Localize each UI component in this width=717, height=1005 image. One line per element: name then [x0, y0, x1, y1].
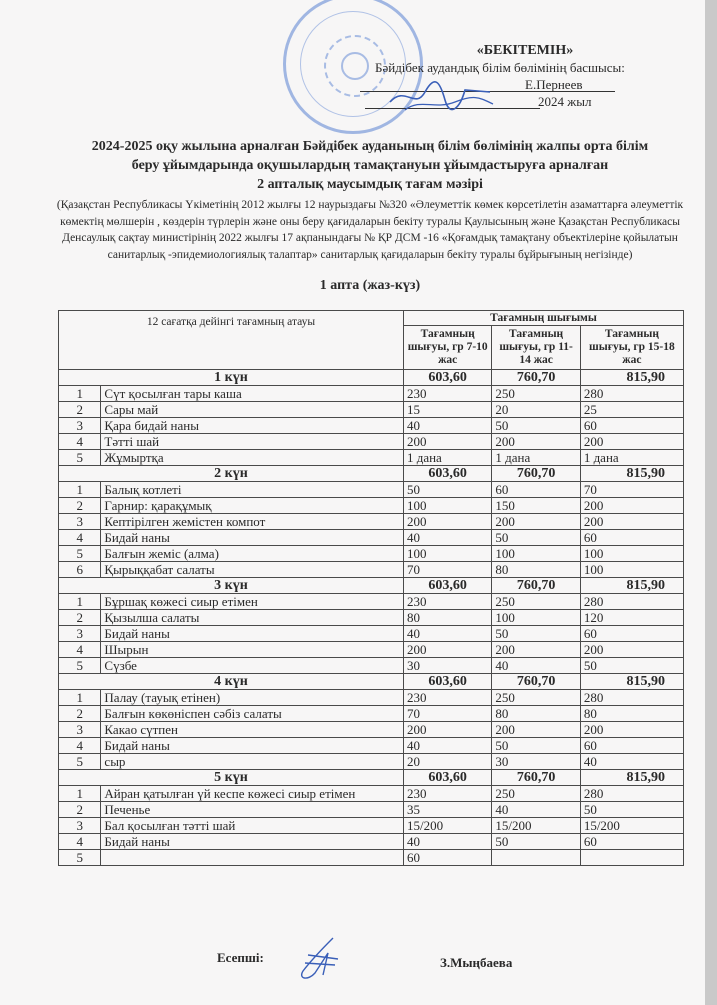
portion-value: 50 — [580, 658, 683, 674]
approval-year: 2024 жыл — [538, 94, 592, 109]
item-number: 4 — [59, 434, 101, 450]
portion-value — [492, 850, 580, 866]
dish-name: Балғын жеміс (алма) — [101, 546, 404, 562]
heading-line-2: беру ұйымдарында оқушылардың тамақтануын ұйымдастыруға арналған — [131, 158, 609, 173]
item-number: 6 — [59, 562, 101, 578]
dish-name: Балғын көкөніспен сәбіз салаты — [101, 706, 404, 722]
portion-value: 200 — [580, 434, 683, 450]
portion-value: 280 — [580, 386, 683, 402]
portion-value: 200 — [580, 722, 683, 738]
portion-value: 150 — [492, 498, 580, 514]
table-row — [59, 594, 684, 610]
item-number: 5 — [59, 754, 101, 770]
portion-value: 230 — [403, 594, 491, 610]
portion-value: 200 — [580, 498, 683, 514]
approval-position: Бәйдібек аудандық білім бөлімінің басшысы: — [375, 60, 625, 75]
table-row — [59, 610, 684, 626]
table-row — [59, 738, 684, 754]
item-number: 4 — [59, 642, 101, 658]
portion-value: 25 — [580, 402, 683, 418]
portion-value: 280 — [580, 786, 683, 802]
portion-value: 40 — [403, 530, 491, 546]
table-row — [59, 418, 684, 434]
header-age-11-14: Тағамның шығуы, гр 11-14 жас — [492, 326, 580, 370]
header-age-15-18: Тағамның шығуы, гр 15-18 жас — [580, 326, 683, 370]
table-row — [59, 690, 684, 706]
menu-table — [58, 310, 684, 866]
day-total-calories: 760,70 — [492, 674, 580, 690]
accountant-label: Есепші: — [217, 950, 264, 965]
item-number: 3 — [59, 626, 101, 642]
table-row — [59, 850, 684, 866]
table-row — [59, 722, 684, 738]
table-row — [59, 706, 684, 722]
day-header-row — [59, 466, 684, 482]
item-number: 3 — [59, 818, 101, 834]
portion-value: 250 — [492, 386, 580, 402]
item-number: 2 — [59, 706, 101, 722]
day-total-calories: 815,90 — [580, 674, 683, 690]
dish-name: Сары май — [101, 402, 404, 418]
item-number: 1 — [59, 594, 101, 610]
menu-table-body — [59, 370, 684, 866]
day-total-calories: 815,90 — [580, 466, 683, 482]
dish-name — [101, 850, 404, 866]
portion-value: 30 — [492, 754, 580, 770]
item-number: 1 — [59, 386, 101, 402]
item-number: 3 — [59, 514, 101, 530]
portion-value: 40 — [403, 626, 491, 642]
dish-name: Сүзбе — [101, 658, 404, 674]
item-number: 3 — [59, 722, 101, 738]
dish-name: Бидай наны — [101, 738, 404, 754]
portion-value: 70 — [403, 706, 491, 722]
portion-value: 35 — [403, 802, 491, 818]
portion-value: 200 — [580, 642, 683, 658]
dish-name: Сүт қосылған тары каша — [101, 386, 404, 402]
portion-value: 80 — [492, 706, 580, 722]
day-label: 5 күн — [59, 770, 404, 786]
portion-value: 60 — [580, 418, 683, 434]
portion-value: 80 — [580, 706, 683, 722]
portion-value: 100 — [580, 562, 683, 578]
day-header-row — [59, 674, 684, 690]
item-number: 4 — [59, 530, 101, 546]
day-header-row — [59, 370, 684, 386]
table-row — [59, 642, 684, 658]
document-heading — [45, 137, 695, 194]
portion-value: 40 — [492, 658, 580, 674]
item-number: 1 — [59, 482, 101, 498]
portion-value: 60 — [580, 834, 683, 850]
portion-value: 60 — [580, 626, 683, 642]
portion-value: 280 — [580, 594, 683, 610]
item-number: 4 — [59, 738, 101, 754]
portion-value: 70 — [580, 482, 683, 498]
portion-value: 60 — [580, 530, 683, 546]
portion-value: 20 — [492, 402, 580, 418]
table-row — [59, 498, 684, 514]
dish-name: Бұршақ көжесі сиыр етімен — [101, 594, 404, 610]
day-total-calories: 815,90 — [580, 370, 683, 386]
item-number: 5 — [59, 450, 101, 466]
portion-value: 50 — [580, 802, 683, 818]
accountant-name: З.Мыңбаева — [440, 955, 513, 970]
day-label: 2 күн — [59, 466, 404, 482]
day-total-calories: 815,90 — [580, 770, 683, 786]
table-row — [59, 546, 684, 562]
item-number: 2 — [59, 802, 101, 818]
dish-name: Печенье — [101, 802, 404, 818]
day-total-calories: 603,60 — [403, 674, 491, 690]
portion-value: 50 — [403, 482, 491, 498]
item-number: 2 — [59, 610, 101, 626]
portion-value: 200 — [492, 514, 580, 530]
dish-name: Бидай наны — [101, 834, 404, 850]
portion-value: 200 — [580, 514, 683, 530]
header-output: Тағамның шығымы — [403, 311, 683, 326]
portion-value: 200 — [403, 434, 491, 450]
day-label: 1 күн — [59, 370, 404, 386]
portion-value: 20 — [403, 754, 491, 770]
portion-value: 60 — [580, 738, 683, 754]
table-row — [59, 434, 684, 450]
table-row — [59, 834, 684, 850]
portion-value: 1 дана — [580, 450, 683, 466]
portion-value: 250 — [492, 690, 580, 706]
dish-name: Гарнир: қарақұмық — [101, 498, 404, 514]
portion-value: 100 — [492, 610, 580, 626]
item-number: 2 — [59, 498, 101, 514]
item-number: 5 — [59, 546, 101, 562]
table-row — [59, 754, 684, 770]
item-number: 2 — [59, 402, 101, 418]
portion-value: 40 — [403, 834, 491, 850]
portion-value: 100 — [403, 546, 491, 562]
scan-edge — [705, 0, 717, 1005]
portion-value: 250 — [492, 594, 580, 610]
week-label: 1 апта (жаз-күз) — [319, 278, 421, 293]
table-row — [59, 802, 684, 818]
heading-line-3: 2 апталық маусымдық тағам мәзірі — [257, 177, 483, 192]
item-number: 5 — [59, 658, 101, 674]
approver-name: Е.Пернеев — [525, 77, 583, 92]
day-header-row — [59, 578, 684, 594]
day-total-calories: 603,60 — [403, 466, 491, 482]
portion-value: 250 — [492, 786, 580, 802]
portion-value: 200 — [403, 722, 491, 738]
dish-name: Қара бидай наны — [101, 418, 404, 434]
approval-title: «БЕКІТЕМІН» — [476, 43, 574, 58]
portion-value: 15/200 — [492, 818, 580, 834]
portion-value: 15/200 — [403, 818, 491, 834]
dish-name: Шырын — [101, 642, 404, 658]
portion-value: 50 — [492, 738, 580, 754]
portion-value: 50 — [492, 418, 580, 434]
dish-name: Бал қосылған тәтті шай — [101, 818, 404, 834]
day-label: 3 күн — [59, 578, 404, 594]
portion-value: 40 — [492, 802, 580, 818]
dish-name: Жұмыртқа — [101, 450, 404, 466]
portion-value: 230 — [403, 690, 491, 706]
table-row — [59, 530, 684, 546]
day-total-calories: 603,60 — [403, 370, 491, 386]
day-total-calories: 603,60 — [403, 770, 491, 786]
portion-value: 200 — [492, 434, 580, 450]
approver-signature-icon — [385, 80, 495, 112]
portion-value: 200 — [403, 642, 491, 658]
day-label: 4 күн — [59, 674, 404, 690]
table-row — [59, 514, 684, 530]
accountant-signature-icon — [293, 933, 348, 983]
portion-value: 230 — [403, 786, 491, 802]
item-number: 1 — [59, 786, 101, 802]
dish-name: Айран қатылған үй кеспе көжесі сиыр етімен — [101, 786, 404, 802]
day-total-calories: 760,70 — [492, 770, 580, 786]
item-number: 1 — [59, 690, 101, 706]
portion-value: 100 — [580, 546, 683, 562]
day-total-calories: 760,70 — [492, 578, 580, 594]
dish-name: Тәтті шай — [101, 434, 404, 450]
day-total-calories: 760,70 — [492, 370, 580, 386]
day-total-calories: 815,90 — [580, 578, 683, 594]
header-age-7-10: Тағамның шығуы, гр 7-10 жас — [403, 326, 491, 370]
dish-name: Қызылша салаты — [101, 610, 404, 626]
table-row — [59, 450, 684, 466]
portion-value: 200 — [403, 514, 491, 530]
portion-value: 80 — [492, 562, 580, 578]
portion-value: 50 — [492, 530, 580, 546]
portion-value: 15 — [403, 402, 491, 418]
table-row — [59, 818, 684, 834]
legal-basis-text: (Қазақстан Республикасы Үкіметінің 2012 жылғы 12 наурыздағы №320 «Әлеуметтік көмек көрсетілетін азаматтарға әлеуметтік көмектің мөлшерін , көздерін түрлерін және оны беру қағидаларын бекіту туралы Қаулысының және Қазақстан Республикасы Денсаулық сақтау министірінің 2022 жылғы 17 ақпанындағы № ҚР ДСМ -16 «Қоғамдық тамақтану объектілеріне қойылатын санитарлық -эпидемиологиялық талаптар» санитарлық қағидаларын бекіту туралы бұйрығының негізінде) — [56, 199, 684, 261]
portion-value: 100 — [492, 546, 580, 562]
dish-name: Бидай наны — [101, 626, 404, 642]
table-row — [59, 658, 684, 674]
table-row — [59, 786, 684, 802]
portion-value: 200 — [492, 722, 580, 738]
table-row — [59, 386, 684, 402]
portion-value: 40 — [403, 418, 491, 434]
table-row — [59, 402, 684, 418]
day-total-calories: 603,60 — [403, 578, 491, 594]
portion-value: 70 — [403, 562, 491, 578]
dish-name: сыр — [101, 754, 404, 770]
portion-value: 60 — [403, 850, 491, 866]
heading-line-1: 2024-2025 оқу жылына арналған Бәйдібек ауданының білім бөлімінің жалпы орта білім — [91, 139, 649, 154]
portion-value: 120 — [580, 610, 683, 626]
dish-name: Бидай наны — [101, 530, 404, 546]
dish-name: Палау (тауық етінен) — [101, 690, 404, 706]
portion-value: 50 — [492, 626, 580, 642]
table-row — [59, 626, 684, 642]
portion-value: 30 — [403, 658, 491, 674]
portion-value: 80 — [403, 610, 491, 626]
item-number: 3 — [59, 418, 101, 434]
table-row — [59, 562, 684, 578]
dish-name: Қырыққабат салаты — [101, 562, 404, 578]
portion-value: 40 — [580, 754, 683, 770]
day-header-row — [59, 770, 684, 786]
dish-name: Кептірілген жемістен компот — [101, 514, 404, 530]
portion-value: 60 — [492, 482, 580, 498]
portion-value: 200 — [492, 642, 580, 658]
dish-name: Балық котлеті — [101, 482, 404, 498]
table-row — [59, 482, 684, 498]
dish-name: Какао сүтпен — [101, 722, 404, 738]
item-number: 5 — [59, 850, 101, 866]
portion-value: 100 — [403, 498, 491, 514]
portion-value: 230 — [403, 386, 491, 402]
portion-value: 40 — [403, 738, 491, 754]
day-total-calories: 760,70 — [492, 466, 580, 482]
portion-value — [580, 850, 683, 866]
portion-value: 280 — [580, 690, 683, 706]
portion-value: 1 дана — [492, 450, 580, 466]
header-dish-name: 12 сағатқа дейінгі тағамның атауы — [59, 311, 404, 370]
portion-value: 15/200 — [580, 818, 683, 834]
portion-value: 1 дана — [403, 450, 491, 466]
portion-value: 50 — [492, 834, 580, 850]
item-number: 4 — [59, 834, 101, 850]
